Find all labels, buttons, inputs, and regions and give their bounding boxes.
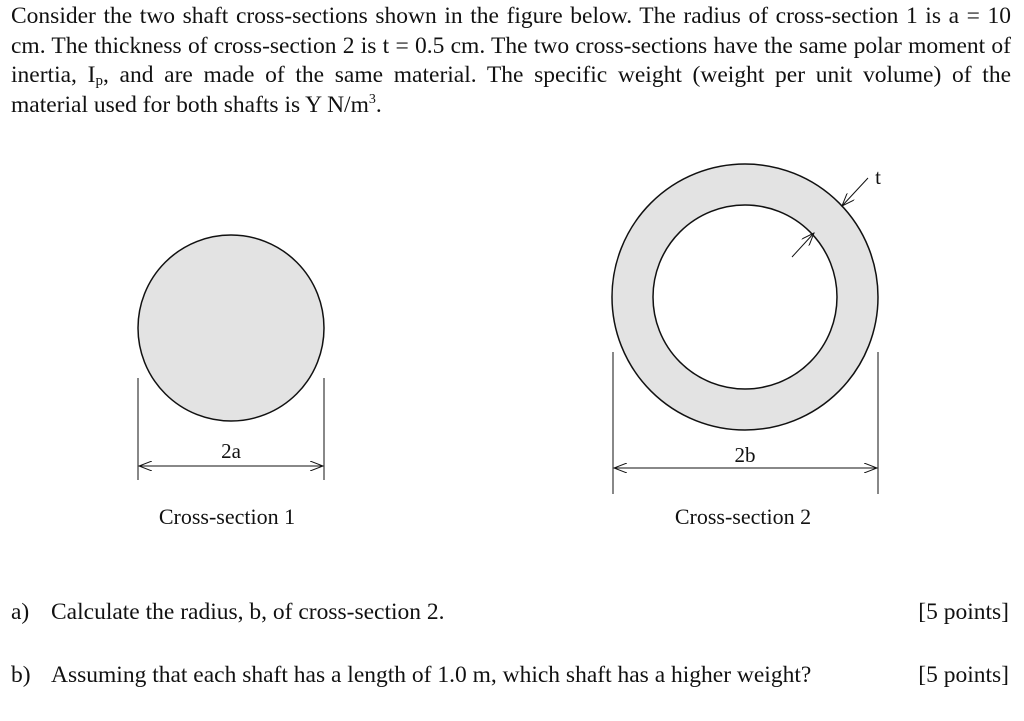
question-label: b) <box>11 662 31 688</box>
polar-subscript: p <box>95 73 103 89</box>
thickness-arrow-outer <box>842 178 868 206</box>
cross-section-2 <box>612 164 881 529</box>
unit-superscript: 3 <box>368 91 376 107</box>
dimension-label-2b: 2b <box>734 443 756 467</box>
question-points: [5 points] <box>918 662 1009 688</box>
dimension-label-2a: 2a <box>221 439 241 463</box>
cross-section-1 <box>138 235 324 529</box>
question-points: [5 points] <box>918 599 1009 625</box>
inner-circle <box>653 205 837 389</box>
statement-text-3: . <box>375 91 382 118</box>
question-text: Assuming that each shaft has a length of 1.0 m, which shaft has a higher weight? <box>51 662 812 688</box>
thickness-label-t: t <box>875 165 881 189</box>
caption-cross-section-2: Cross-section 2 <box>674 504 812 529</box>
statement-text-1: Consider the two shaft cross-sections shown in the figure below. The radius of cross-section 1 is a = 10 cm. The thickness of cross-section 2 is t = 0.5 cm. The two cross-sections have the same polar moment of inertia, I <box>11 3 1011 88</box>
question-text: Calculate the radius, b, of cross-section 2. <box>51 599 445 625</box>
statement-text-2: , and are made of the same material. The specific weight (weight per unit volume) of the material used for both shafts is Y N/m <box>11 62 1011 118</box>
question-label: a) <box>11 599 30 625</box>
solid-circle <box>138 235 324 421</box>
caption-cross-section-1: Cross-section 1 <box>158 504 296 529</box>
